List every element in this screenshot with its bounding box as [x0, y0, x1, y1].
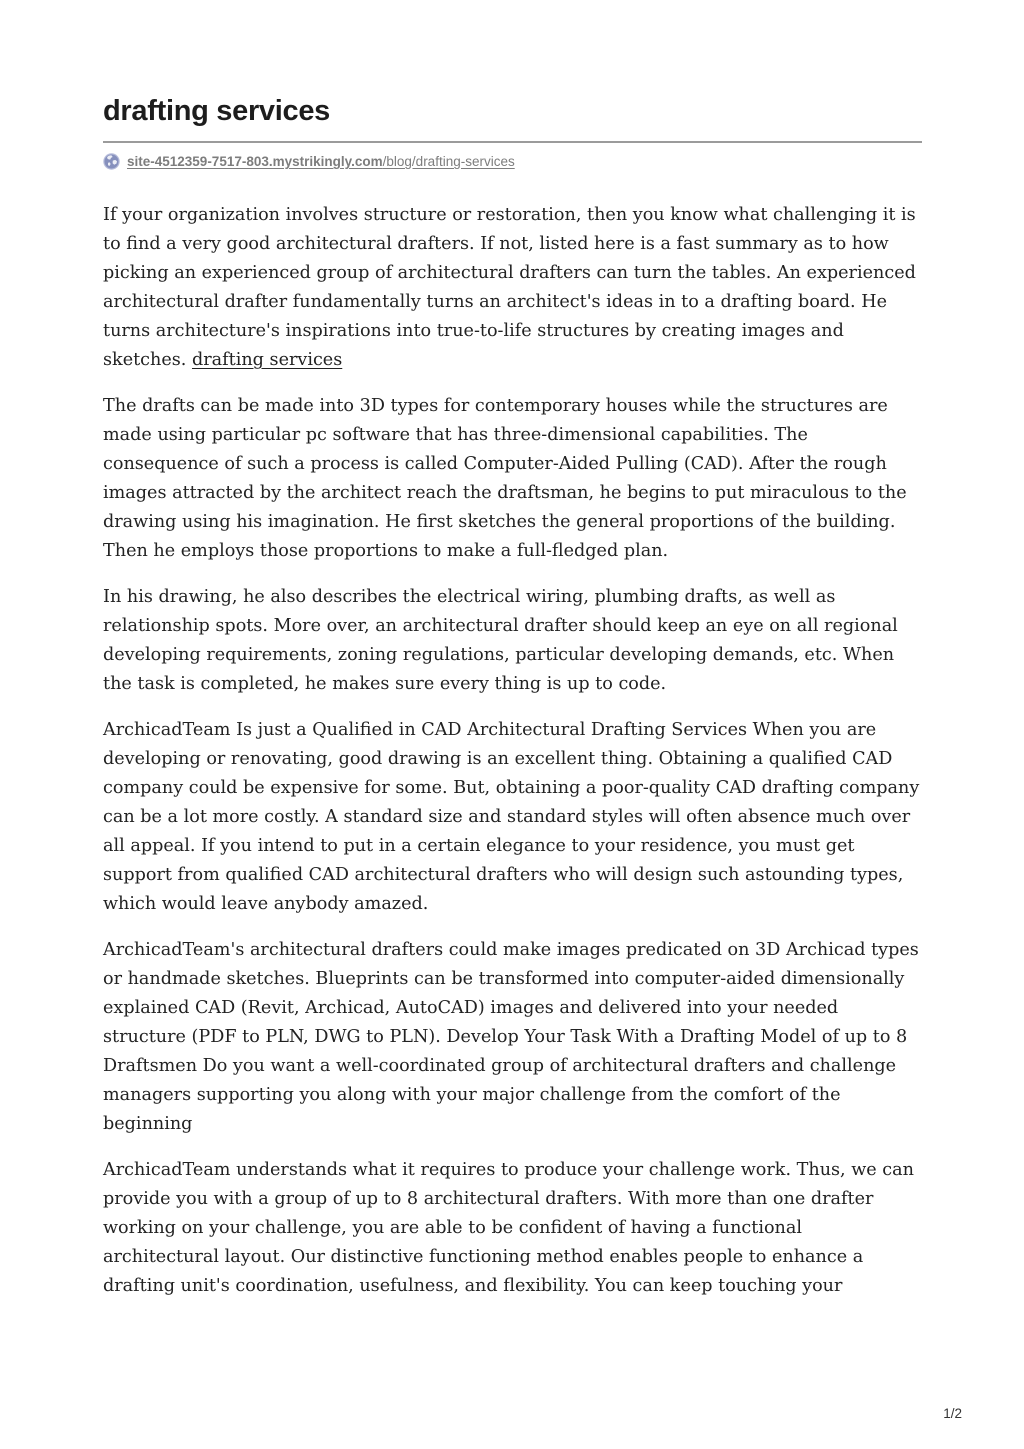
source-url-line — [103, 153, 922, 170]
title-divider — [103, 141, 922, 143]
page-number: 1/2 — [943, 1406, 962, 1421]
source-domain: site-4512359-7517-803.mystrikingly.com — [127, 154, 383, 169]
paragraph-5: ArchicadTeam's architectural drafters could make images predicated on 3D Archicad types or handmade sketches. Blueprints can be transformed into computer-aided dimensionally explained CAD (Revit, Archicad, AutoCAD) images and delivered into your needed structure (PDF to PLN, DWG to PLN). Develop Your Task With a Drafting Model of up to 8 Draftsmen Do you want a well-coordinated group of architectural drafters and challenge managers supporting you along with your major challenge from the comfort of the beginning — [103, 940, 919, 1134]
paragraph-1 — [103, 201, 922, 375]
paragraph-2: The drafts can be made into 3D types for contemporary houses while the structures are made using particular pc software that has three-dimensional capabilities. The consequence of such a process is called Computer-Aided Pulling (CAD). After the rough images attracted by the architect reach the draftsman, he begins to put miraculous to the drawing using his imagination. He first sketches the general proportions of the building. Then he employs those proportions to make a full-fledged plan. — [103, 396, 907, 561]
source-path: /blog/drafting-services — [382, 154, 515, 169]
drafting-services-link[interactable]: drafting services — [191, 350, 343, 370]
globe-icon — [103, 153, 120, 170]
page-title: drafting services — [103, 95, 330, 127]
source-url-link[interactable] — [127, 153, 515, 170]
paragraph-3: In his drawing, he also describes the electrical wiring, plumbing drafts, as well as relationship spots. More over, an architectural drafter should keep an eye on all regional developing requirements, zoning regulations, particular developing demands, etc. When the task is completed, he makes sure every thing is up to code. — [103, 587, 898, 694]
paragraph-4: ArchicadTeam Is just a Qualified in CAD Architectural Drafting Services When you are developing or renovating, good drawing is an excellent thing. Obtaining a qualified CAD company could be expensive for some. But, obtaining a poor-quality CAD drafting company can be a lot more costly. A standard size and standard styles will often absence much over all appeal. If you intend to put in a certain elegance to your residence, you must get support from qualified CAD architectural drafters who will design such astounding types, which would leave anybody amazed. — [103, 720, 920, 914]
paragraph-1-text: If your organization involves structure or restoration, then you know what challenging it is to find a very good architectural drafters. If not, listed here is a fast summary as to how picking an experienced group of architectural drafters can turn the tables. An experienced architectural drafter fundamentally turns an architect's ideas in to a drafting board. He turns architecture's inspirations into true-to-life structures by creating images and sketches. — [103, 205, 916, 370]
paragraph-6: ArchicadTeam understands what it requires to produce your challenge work. Thus, we can provide you with a group of up to 8 architectural drafters. With more than one drafter working on your challenge, you are able to be confident of having a functional architectural layout. Our distinctive functioning method enables people to enhance a drafting unit's coordination, usefulness, and flexibility. You can keep touching your — [103, 1160, 914, 1296]
